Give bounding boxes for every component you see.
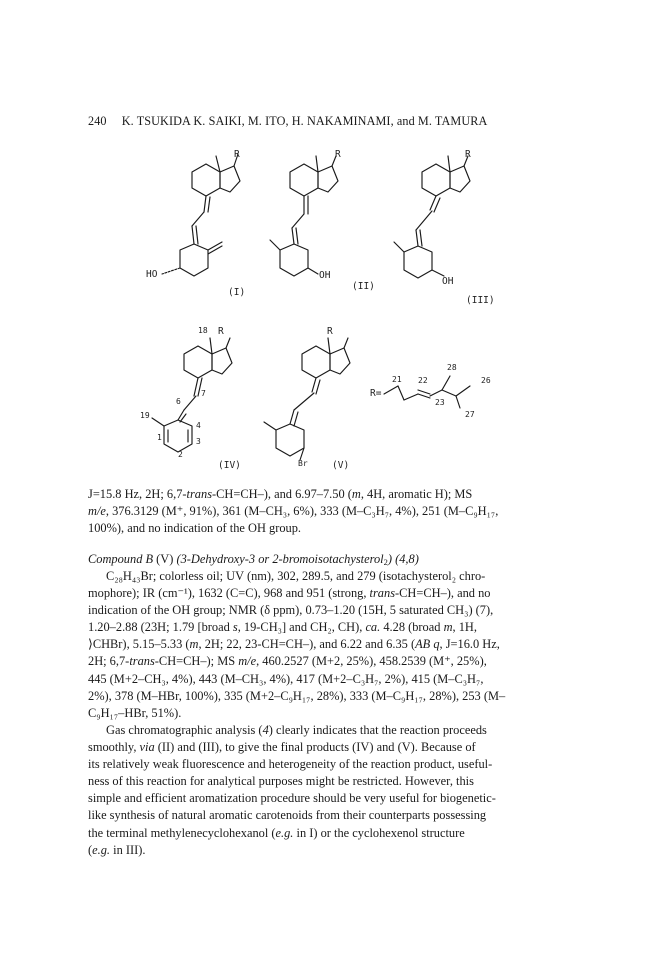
label-Br-V: Br [298,459,308,468]
label-R-III: R [465,149,471,160]
label-atom-28: 28 [447,363,457,372]
label-OH-III: OH [442,276,454,287]
paragraph-discussion [88,722,562,859]
text-line: m/e, 376.3129 (M⁺, 91%), 361 (M–CH₃, 6%), 333 (M–C₃H₇, 4%), 251 (M–C₉H₁₇, [88,504,499,519]
label-R-V: R [327,326,333,337]
running-header [88,114,487,129]
label-compound-III: (III) [466,295,495,306]
label-atom-22: 22 [418,376,428,385]
text-line: J=15.8 Hz, 2H; 6,7-trans-CH=CH–), and 6.97–7.50 (m, 4H, aromatic H); MS [88,487,473,501]
side-chain-R [384,360,504,425]
paragraph-compound-B-data [88,568,562,722]
text-line: its relatively weak fluorescence and heterogeneity of the reaction product, useful- [88,757,493,772]
structure-I-drawing [148,150,278,300]
text-line: indication of the OH group; NMR (δ ppm), 0.73–1.20 (15H, 5 saturated CH₃) (7), [88,603,494,618]
label-atom-3: 3 [196,437,201,446]
text-line: C₂₈H₄₃Br; colorless oil; UV (nm), 302, 289.5, and 279 (isotachysterol₂ chro- [106,569,486,583]
text-line: (e.g. in III). [88,842,146,857]
text-line: 1.20–2.88 (23H; 1.79 [broad s, 19-CH₃] and CH₂, CH), ca. 4.28 (broad m, 1H, [88,620,477,635]
label-OH-II: OH [319,270,331,281]
text-line: 100%), and no indication of the OH group. [88,521,302,536]
text-line: 445 (M+2–CH₃, 4%), 443 (M–CH₃, 4%), 417 (M+2–C₃H₇, 2%), 415 (M–C₃H₇, [88,671,484,686]
label-R-IV: R [218,326,224,337]
text-line: ⟩CHBr), 5.15–5.33 (m, 2H; 22, 23-CH=CH–), and 6.22 and 6.35 (AB q, J=16.0 Hz, [88,637,500,652]
label-atom-4: 4 [196,421,201,430]
text-line: 2H; 6,7-trans-CH=CH–); MS m/e, 460.2527 (M+2, 25%), 458.2539 (M⁺, 25%), [88,654,487,669]
text-line: the terminal methylenecyclohexanol (e.g. in I) or the cyclohexenol structure [88,825,465,840]
label-R-definition: R= [370,388,382,399]
author-list: K. TSUKIDA K. SAIKI, M. ITO, H. NAKAMINAMI, and M. TAMURA [121,114,488,128]
text-line: like synthesis of natural aromatic carotenoids from their counterparts possessing [88,808,487,823]
text-line: smoothly, via (II) and (III), to give the final products (IV) and (V). Because of [88,740,476,755]
side-chain-R-drawing [384,360,504,420]
label-atom-1: 1 [157,433,162,442]
paragraph-compound-A-continued [88,486,562,537]
compound-B-heading: Compound B (V) (3-Dehydroxy-3 or 2-bromoisotachysterol$_2$) (4,8) [88,552,419,567]
label-compound-II: (II) [352,281,375,292]
label-atom-26: 26 [481,376,491,385]
page-number: 240 [88,114,107,128]
structure-V-drawing [264,330,374,470]
label-atom-2: 2 [178,450,183,459]
label-atom-6: 6 [176,397,181,406]
text-line: simple and efficient aromatization procedure should be very useful for biogenetic- [88,791,496,806]
label-atom-7: 7 [201,389,206,398]
text-line: ness of this reaction for analytical purposes might be restricted. However, this [88,774,474,789]
label-atom-18: 18 [198,326,208,335]
label-atom-23: 23 [435,398,445,407]
text-line: Gas chromatographic analysis (4) clearly indicates that the reaction proceeds [106,723,487,737]
label-compound-I: (I) [228,287,246,298]
label-atom-21: 21 [392,375,402,384]
structure-I [148,150,278,305]
text-line: 2%), 378 (M–HBr, 100%), 335 (M+2–C₉H₁₇, 28%), 333 (M–C₉H₁₇, 28%), 253 (M– [88,688,506,703]
label-atom-27: 27 [465,410,475,419]
structure-IV [140,330,260,475]
label-compound-IV: (IV) [218,460,241,471]
structure-V [264,330,374,475]
label-atom-19: 19 [140,411,150,420]
label-R-I: R [234,149,240,160]
text-line: mophore); IR (cm⁻¹), 1632 (C=C), 968 and 951 (strong, trans-CH=CH–), and no [88,586,491,601]
structure-IV-drawing [140,330,260,470]
label-HO-I: HO [146,269,158,280]
text-line: C₉H₁₇–HBr, 51%). [88,705,182,720]
label-compound-V: (V) [332,460,350,471]
label-R-II: R [335,149,341,160]
